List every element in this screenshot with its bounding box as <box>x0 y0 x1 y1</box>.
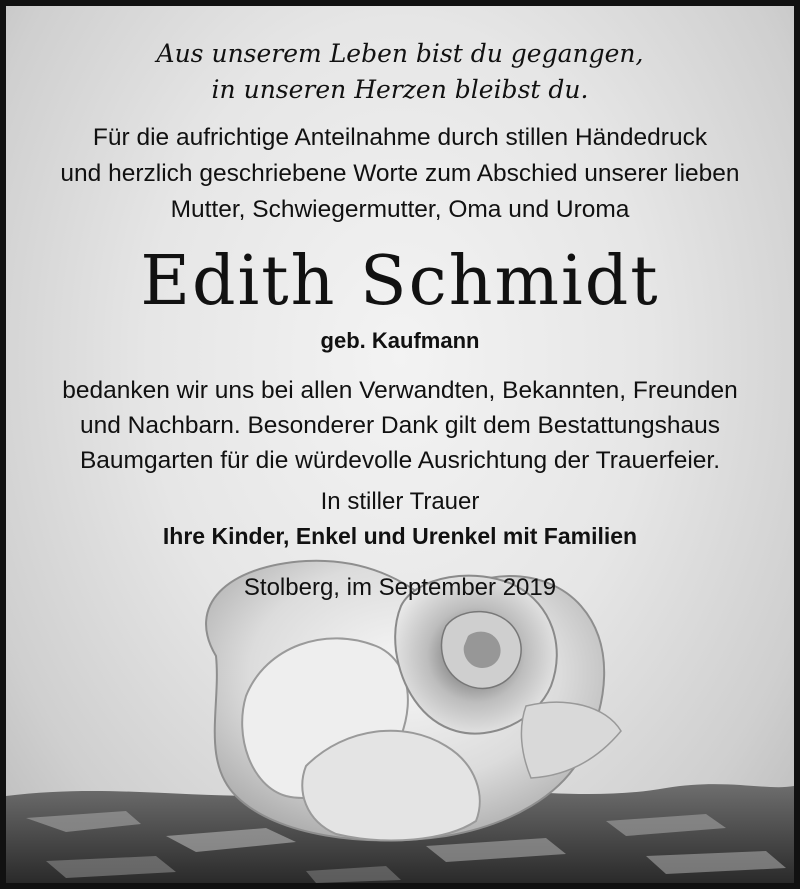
intro-line: Mutter, Schwiegermutter, Oma und Uroma <box>170 196 630 223</box>
intro-line: und herzlich geschriebene Worte zum Abschied unserer lieben <box>60 160 740 187</box>
thanks-paragraph <box>6 373 794 478</box>
thanks-line: und Nachbarn. Besonderer Dank gilt dem Bestattungshaus <box>79 412 721 439</box>
motto <box>6 36 794 108</box>
mourning-line: In stiller Trauer <box>320 488 480 515</box>
intro-line: Für die aufrichtige Anteilnahme durch stillen Händedruck <box>92 124 708 151</box>
motto-line: Aus unserem Leben bist du gegangen, <box>156 39 644 68</box>
deceased-name: Edith Schmidt <box>140 242 660 321</box>
motto-line: in unseren Herzen bleibst du. <box>211 75 589 104</box>
maiden-name: geb. Kaufmann <box>320 328 480 353</box>
intro-paragraph <box>6 120 794 228</box>
family-signature: Ihre Kinder, Enkel und Urenkel mit Familien <box>162 523 638 549</box>
thanks-line: bedanken wir uns bei allen Verwandten, Bekannten, Freunden <box>62 377 738 404</box>
place-date: Stolberg, im September 2019 <box>243 574 557 601</box>
thanks-line: Baumgarten für die würdevolle Ausrichtung der Trauerfeier. <box>79 447 721 474</box>
